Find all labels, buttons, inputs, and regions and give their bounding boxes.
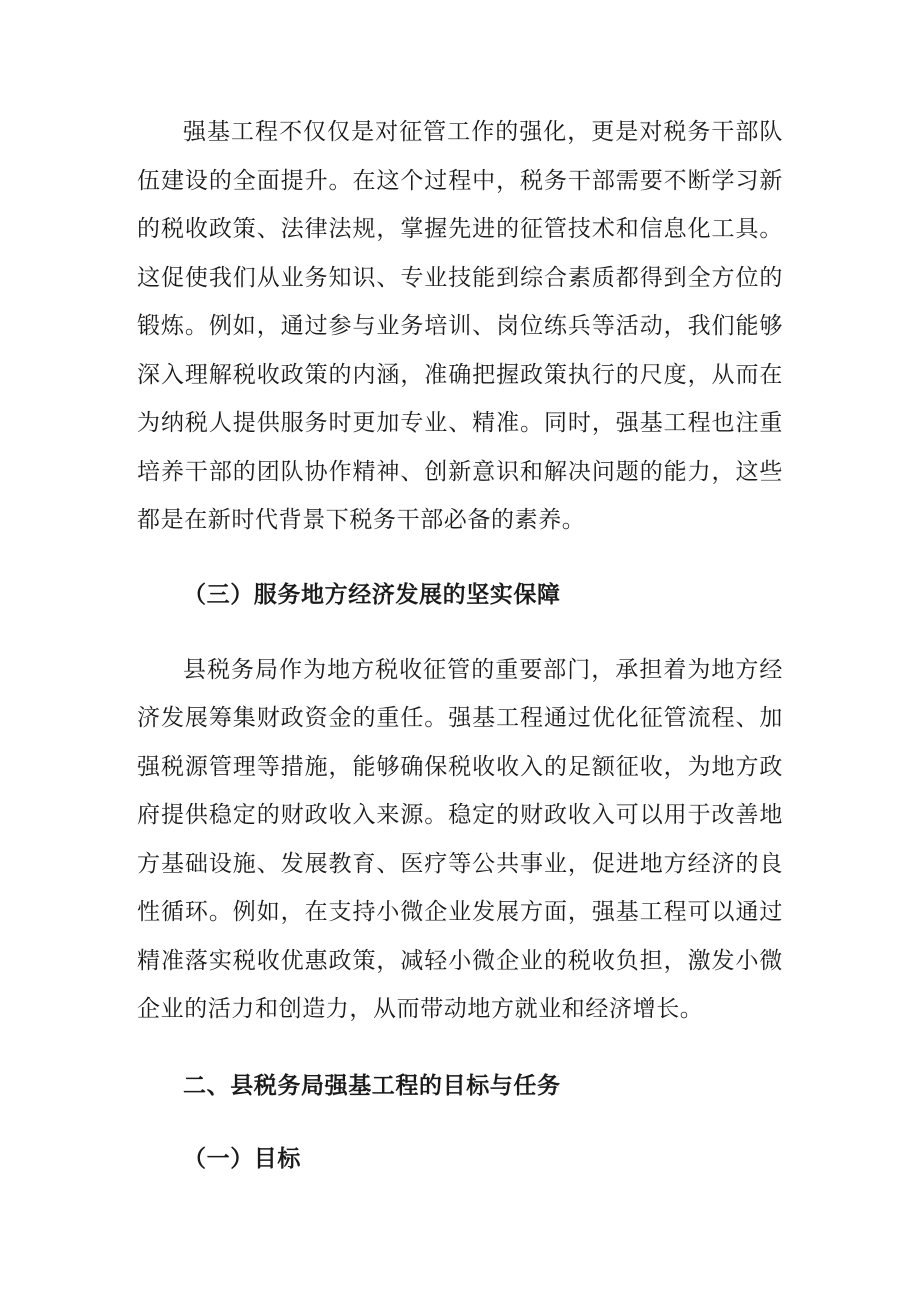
chapter-heading-2: 二、县税务局强基工程的目标与任务 [183, 1072, 561, 1099]
document-page [137, 108, 783, 1183]
body-paragraph-1: 强基工程不仅仅是对征管工作的强化，更是对税务干部队伍建设的全面提升。在这个过程中，税务干部需要不断学习新的税收政策、法律法规，掌握先进的征管技术和信息化工具。这促使我们从业务知识、专业技能到综合素质都得到全方位的锻炼。例如，通过参与业务培训、岗位练兵等活动，我们能够深入理解税收政策的内涵，准确把握政策执行的尺度，从而在为纳税人提供服务时更加专业、精准。同时，强基工程也注重培养干部的团队协作精神、创新意识和解决问题的能力，这些都是在新时代背景下税务干部必备的素养。 [137, 119, 783, 533]
section-heading-2-1: （一）目标 [183, 1145, 301, 1172]
body-paragraph-2: 县税务局作为地方税收征管的重要部门，承担着为地方经济发展筹集财政资金的重任。强基工程通过优化征管流程、加强税源管理等措施，能够确保税收收入的足额征收，为地方政府提供稳定的财政收入来源。稳定的财政收入可以用于改善地方基础设施、发展教育、医疗等公共事业，促进地方经济的良性循环。例如，在支持小微企业发展方面，强基工程可以通过精准落实税收优惠政策，减轻小微企业的税收负担，激发小微企业的活力和创造力，从而带动地方就业和经济增长。 [137, 656, 783, 1022]
spacer [137, 619, 783, 646]
spacer [137, 1110, 783, 1135]
spacer [137, 545, 783, 571]
section-heading-3: （三）服务地方经济发展的坚实保障 [183, 581, 561, 608]
spacer [137, 1034, 783, 1062]
